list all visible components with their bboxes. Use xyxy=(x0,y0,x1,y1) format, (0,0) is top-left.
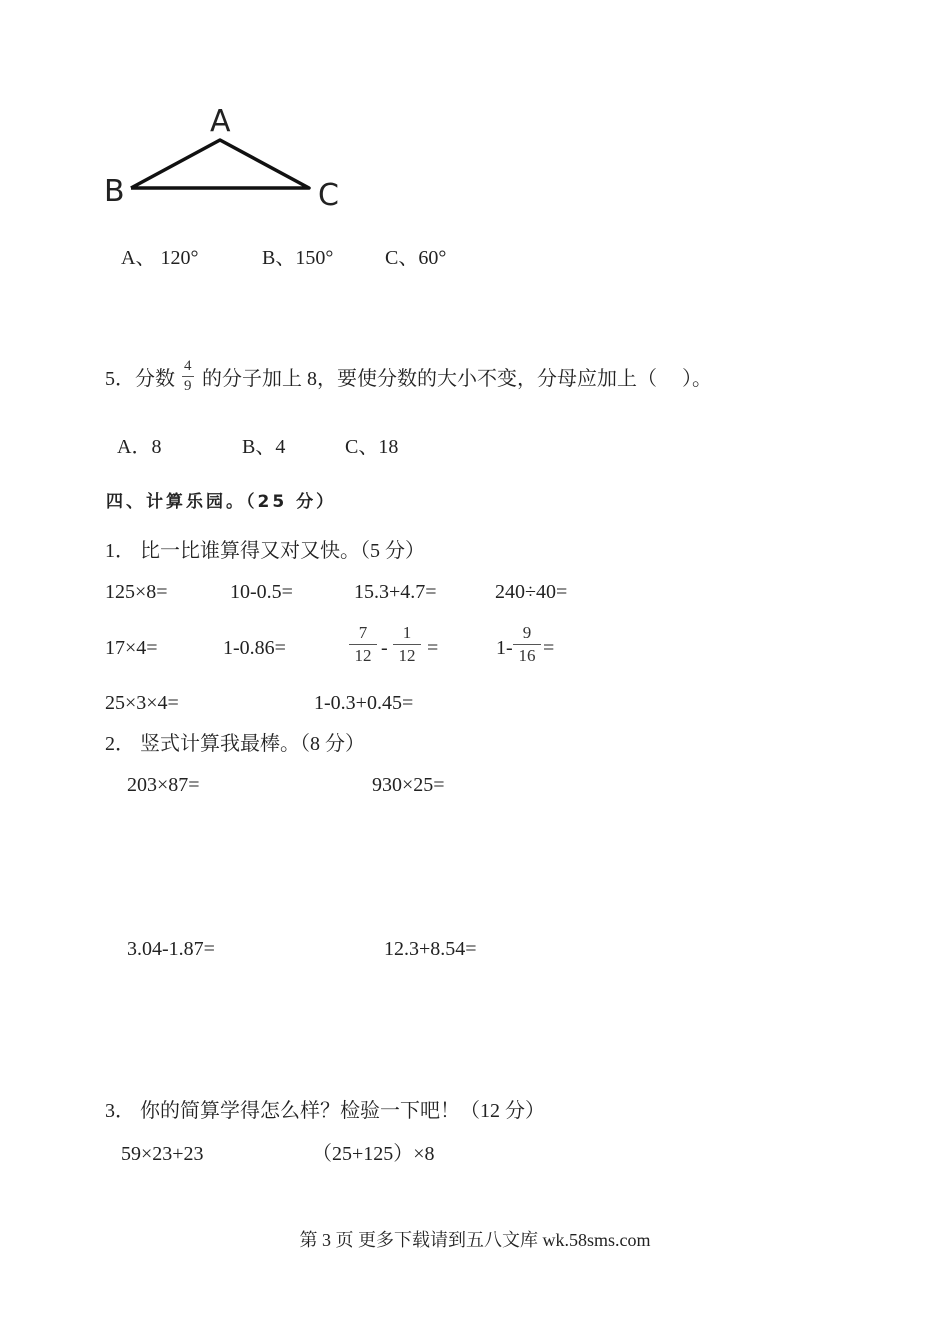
part2-title: 2． 竖式计算我最棒。（8 分） xyxy=(105,733,365,755)
part2-item-2: 930×25= xyxy=(372,774,445,796)
part1-title: 1． 比一比谁算得又对又快。（5 分） xyxy=(105,540,425,562)
row2-fraction-3 xyxy=(513,624,541,665)
fraction-3-numerator: 9 xyxy=(522,623,532,642)
row1-item-1: 125×8= xyxy=(105,581,168,603)
row2-minus: - xyxy=(381,637,388,659)
row2-item-4-prefix: 1- xyxy=(496,637,513,659)
fraction-1-denominator: 12 xyxy=(354,646,372,665)
part2-item-3: 3.04-1.87= xyxy=(127,938,215,960)
fraction-2-numerator: 1 xyxy=(402,623,412,642)
triangle-label-a: A xyxy=(210,104,231,139)
q5-option-a: A．8 xyxy=(117,436,162,458)
q5-fraction xyxy=(182,359,194,394)
fraction-2-denominator: 12 xyxy=(398,646,416,665)
row2-item-2: 1-0.86= xyxy=(223,637,286,659)
part3-item-2: （25+125）×8 xyxy=(312,1143,435,1165)
page-footer: 第 3 页 更多下载请到五八文库 wk.58sms.com xyxy=(299,1230,651,1250)
row2-item-4-equals: = xyxy=(543,637,555,659)
part2-item-4: 12.3+8.54= xyxy=(384,938,477,960)
row2-fraction-1 xyxy=(349,624,377,665)
triangle-label-b: B xyxy=(104,174,125,209)
row2-item-1: 17×4= xyxy=(105,637,158,659)
fraction-3-denominator: 16 xyxy=(518,646,536,665)
part2-item-1: 203×87= xyxy=(127,774,200,796)
row1-item-4: 240÷40= xyxy=(495,581,568,603)
section4-heading: 四、计算乐园。（25 分） xyxy=(106,492,337,512)
part3-item-1: 59×23+23 xyxy=(121,1143,204,1165)
row1-item-2: 10-0.5= xyxy=(230,581,293,603)
fraction-1-numerator: 7 xyxy=(358,623,368,642)
q5-option-b: B、4 xyxy=(242,436,286,458)
row2-equals: = xyxy=(427,637,439,659)
q5-frac-denominator: 9 xyxy=(184,378,192,394)
q5-suffix: 的分子加上 8，要使分数的大小不变，分母应加上（ ）。 xyxy=(202,368,712,390)
row3-item-2: 1-0.3+0.45= xyxy=(314,692,414,714)
row3-item-1: 25×3×4= xyxy=(105,692,179,714)
row2-fraction-2 xyxy=(393,624,421,665)
part3-title: 3． 你的简算学得怎么样？检验一下吧！（12 分） xyxy=(105,1100,545,1122)
row1-item-3: 15.3+4.7= xyxy=(354,581,437,603)
q5-option-c: C、18 xyxy=(345,436,399,458)
q4-option-c: C、60° xyxy=(385,247,447,269)
q4-option-b: B、150° xyxy=(262,247,334,269)
q5-prefix: 5．分数 xyxy=(105,368,175,390)
q4-option-a: A、 120° xyxy=(121,247,199,269)
triangle-lines xyxy=(131,140,309,188)
triangle-label-c: C xyxy=(318,178,339,213)
q5-frac-numerator: 4 xyxy=(184,358,192,374)
